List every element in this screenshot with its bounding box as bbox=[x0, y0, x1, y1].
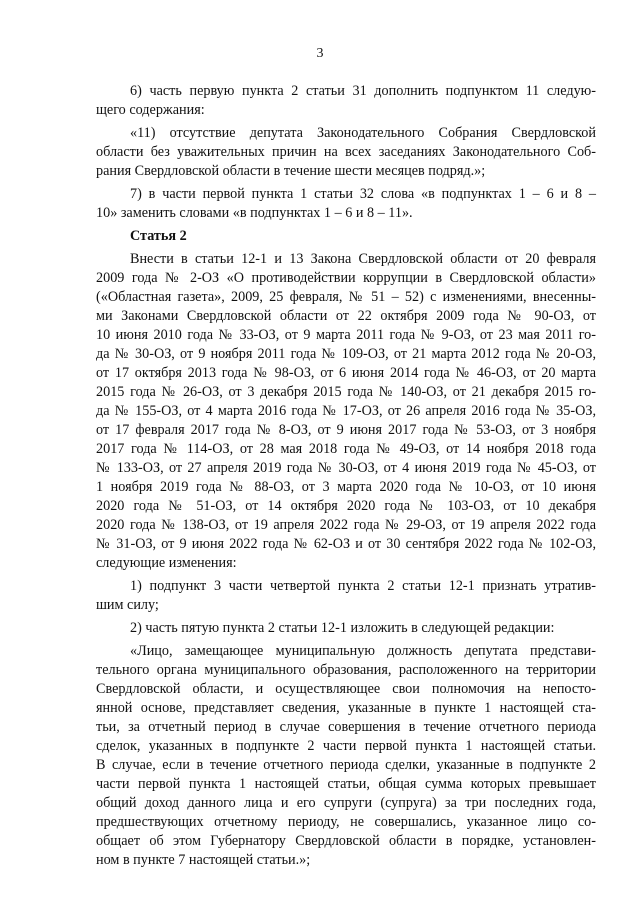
text-line: 2017 года № 114-ОЗ, от 28 мая 2018 года № 49-ОЗ, от 14 ноября 2018 года bbox=[96, 441, 596, 457]
text-line: ми Законами Свердловской области от 22 октября 2009 года № 90-ОЗ, от bbox=[96, 308, 596, 324]
text-line: «11) отсутствие депутата Законодательного Собрания Свердловской bbox=[130, 125, 596, 141]
text-line: 2020 года № 138-ОЗ, от 19 апреля 2022 года № 29-ОЗ, от 19 апреля 2022 года bbox=[96, 517, 596, 533]
text-line: рания Свердловской области в течение шести месяцев подряд.»; bbox=[96, 163, 486, 179]
text-line: области без уважительных причин на всех заседаниях Законодательного Соб- bbox=[96, 144, 596, 160]
text-line: 1) подпункт 3 части четвертой пункта 2 статьи 12-1 признать утратив- bbox=[130, 578, 596, 594]
text-line: 10 июня 2010 года № 33-ОЗ, от 9 марта 2011 года № 9-ОЗ, от 23 мая 2011 го- bbox=[96, 327, 596, 343]
text-line: Свердловской области, и осуществляющее свои полномочия на непосто- bbox=[96, 681, 596, 697]
text-line: № 133-ОЗ, от 27 апреля 2019 года № 30-ОЗ, от 4 июня 2019 года № 45-ОЗ, от bbox=[96, 460, 596, 476]
text-line: В случае, если в течение отчетного периода сделки, указанные в подпункте 2 bbox=[96, 757, 596, 773]
text-line: Внести в статьи 12-1 и 13 Закона Свердловской области от 20 февраля bbox=[130, 251, 596, 267]
text-line: 10» заменить словами «в подпунктах 1 – 6 и 8 – 11». bbox=[96, 205, 413, 221]
text-line: ном в пункте 7 настоящей статьи.»; bbox=[96, 852, 311, 868]
text-line: шим силу; bbox=[96, 597, 159, 613]
text-line: да № 155-ОЗ, от 4 марта 2016 года № 17-ОЗ, от 26 апреля 2016 года № 35-ОЗ, bbox=[96, 403, 596, 419]
text-line: общает об этом Губернатору Свердловской области в порядке, установлен- bbox=[96, 833, 596, 849]
text-line: тьи, за отчетный период в случае совершения в течение отчетного периода bbox=[96, 719, 596, 735]
text-line: следующие изменения: bbox=[96, 555, 237, 571]
text-line: щего содержания: bbox=[96, 102, 205, 118]
text-line: тельного органа муниципального образования, расположенного на территории bbox=[96, 662, 596, 678]
text-line: да № 30-ОЗ, от 9 ноября 2011 года № 109-ОЗ, от 21 марта 2012 года № 20-ОЗ, bbox=[96, 346, 596, 362]
text-line: № 31-ОЗ, от 9 июня 2022 года № 62-ОЗ и от 30 сентября 2022 года № 102-ОЗ, bbox=[96, 536, 596, 552]
text-line: 2) часть пятую пункта 2 статьи 12-1 изложить в следующей редакции: bbox=[130, 620, 555, 636]
text-line: общий доход данного лица и его супруги (супруга) за три последних года, bbox=[96, 795, 596, 811]
text-line: янной основе, представляет сведения, указанные в пункте 1 настоящей ста- bbox=[96, 700, 596, 716]
text-line: 6) часть первую пункта 2 статьи 31 дополнить подпунктом 11 следую- bbox=[130, 83, 596, 99]
text-line: части первой пункта 1 настоящей статьи, общая сумма которых превышает bbox=[96, 776, 596, 792]
text-line: «Лицо, замещающее муниципальную должность депутата представи- bbox=[130, 643, 596, 659]
text-line: 1 ноября 2019 года № 88-ОЗ, от 3 марта 2020 года № 10-ОЗ, от 10 июня bbox=[96, 479, 596, 495]
text-line: 7) в части первой пункта 1 статьи 32 слова «в подпунктах 1 – 6 и 8 – bbox=[130, 186, 596, 202]
page-number: 3 bbox=[316, 46, 324, 61]
text-line: 2020 года № 51-ОЗ, от 14 октября 2020 года № 103-ОЗ, от 10 декабря bbox=[96, 498, 596, 514]
text-line: от 17 октября 2013 года № 98-ОЗ, от 6 июня 2014 года № 46-ОЗ, от 20 марта bbox=[96, 365, 596, 381]
text-line: 2009 года № 2-ОЗ «О противодействии коррупции в Свердловской области» bbox=[96, 270, 596, 286]
text-line: предшествующих отчетному периоду, не совершались, указанное лицо со- bbox=[96, 814, 596, 830]
article-heading: Статья 2 bbox=[130, 228, 187, 244]
text-line: 2015 года № 26-ОЗ, от 3 декабря 2015 года № 140-ОЗ, от 21 декабря 2015 го- bbox=[96, 384, 596, 400]
text-line: от 17 февраля 2017 года № 8-ОЗ, от 9 июня 2017 года № 53-ОЗ, от 3 ноября bbox=[96, 422, 596, 438]
text-line: сделок, указанных в подпункте 2 части первой пункта 1 настоящей статьи. bbox=[96, 738, 596, 754]
text-line: («Областная газета», 2009, 25 февраля, № 51 – 52) с изменениями, внесенны- bbox=[96, 289, 596, 305]
